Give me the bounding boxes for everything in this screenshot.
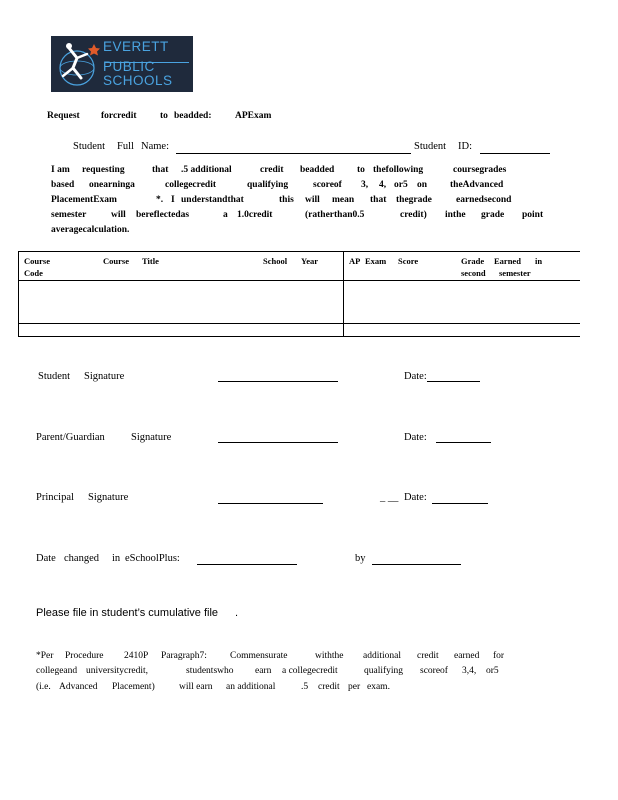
student-name-label-3: Name:	[141, 141, 169, 152]
word: a collegecredit	[282, 666, 338, 676]
word: an additional	[226, 682, 276, 692]
table-row-border	[18, 323, 580, 324]
word: earn	[255, 666, 272, 676]
word: I am	[51, 165, 70, 175]
word: earnedsecond	[456, 195, 512, 205]
header-semester: semester	[499, 268, 531, 278]
date-changed-label-1: Date	[36, 553, 56, 564]
table-row-1-course-info[interactable]	[19, 281, 343, 323]
principal-date-field[interactable]	[432, 503, 488, 504]
student-date-label: Date:	[404, 371, 427, 382]
table-bottom-border	[18, 336, 580, 337]
word: scoreof	[313, 180, 342, 190]
word: 4,	[379, 180, 387, 190]
paragraph-line-5	[51, 225, 571, 237]
student-id-label-1: Student	[414, 141, 447, 152]
logo-text-public: PUBLIC	[103, 59, 155, 74]
word: this	[279, 195, 294, 205]
word: collegeand	[36, 666, 78, 676]
word: qualifying	[247, 180, 289, 190]
logo-text-everett: EVERETT	[103, 39, 169, 54]
student-signature-label-2: Signature	[84, 371, 125, 382]
word: earned	[454, 651, 480, 661]
word: collegecredit	[165, 180, 216, 190]
word: to	[357, 165, 365, 175]
word: requesting	[82, 165, 125, 175]
word: (ratherthan0.5	[305, 210, 365, 220]
header-exam: Exam	[365, 256, 387, 266]
paragraph-line-2	[51, 180, 571, 192]
word: Commensurate	[230, 651, 288, 661]
word: thegrade	[396, 195, 432, 205]
word: *Per	[36, 651, 54, 661]
principal-date-label: Date:	[404, 492, 427, 503]
word: understandthat	[181, 195, 244, 205]
runner-globe-icon	[55, 38, 103, 90]
changed-by-field[interactable]	[372, 564, 461, 565]
parent-date-label: Date:	[404, 432, 427, 443]
student-id-label-2: ID:	[458, 141, 472, 152]
header-score: Score	[398, 256, 419, 266]
student-signature-field[interactable]	[218, 381, 338, 382]
parent-signature-field[interactable]	[218, 442, 338, 443]
header-earned: Earned	[494, 256, 521, 266]
title-word: beadded:	[174, 111, 212, 121]
word: Advanced	[59, 682, 98, 692]
word: 2410P	[124, 651, 149, 661]
word: will	[305, 195, 320, 205]
header-course: Course	[103, 256, 129, 266]
title-word: forcredit	[101, 111, 137, 121]
title-word: to	[160, 111, 168, 121]
header-course-code-2: Code	[24, 268, 43, 278]
word: credit	[260, 165, 284, 175]
word: exam.	[367, 682, 390, 692]
word: 3,4,	[462, 666, 477, 676]
word: semester	[51, 210, 87, 220]
paragraph-line-4	[51, 210, 571, 222]
student-date-field[interactable]	[427, 381, 480, 382]
word: mean	[332, 195, 355, 205]
word: a	[223, 210, 228, 220]
header-title: Title	[142, 256, 159, 266]
word: averagecalculation.	[51, 225, 130, 235]
date-changed-label-4: eSchoolPlus:	[125, 553, 180, 564]
student-id-field[interactable]	[480, 153, 550, 154]
word: 3,	[361, 180, 369, 190]
word: for	[493, 651, 505, 661]
date-changed-label-3: in	[112, 553, 121, 564]
header-second: second	[461, 268, 486, 278]
word: PlacementExam	[51, 195, 117, 205]
footnote-line-3	[36, 682, 516, 694]
header-ap: AP	[349, 256, 361, 266]
table-top-border	[18, 251, 580, 252]
form-title	[47, 111, 277, 123]
word: .5 additional	[181, 165, 232, 175]
word: .5	[301, 682, 309, 692]
word: Placement)	[112, 682, 155, 692]
word: or5	[486, 666, 499, 676]
footnote-line-1	[36, 651, 516, 663]
word: coursegrades	[453, 165, 507, 175]
word: point	[522, 210, 544, 220]
word: or5	[394, 180, 408, 190]
word: on	[417, 180, 428, 190]
principal-signature-label-2: Signature	[88, 492, 129, 503]
file-note-dot: .	[235, 607, 239, 619]
word: bereflectedas	[136, 210, 190, 220]
word: qualifying	[364, 666, 404, 676]
date-changed-label-2: changed	[64, 553, 99, 564]
table-row-1-exam-info[interactable]	[344, 281, 580, 323]
parent-date-field[interactable]	[436, 442, 491, 443]
header-in: in	[535, 256, 543, 266]
student-signature-label-1: Student	[38, 371, 71, 382]
title-word: Request	[47, 111, 80, 121]
word: I	[171, 195, 175, 205]
word: inthe	[445, 210, 466, 220]
file-note: Please file in student’s cumulative file	[36, 607, 219, 619]
principal-dashes: _ __	[380, 492, 399, 503]
word: beadded	[300, 165, 335, 175]
word: theAdvanced	[450, 180, 504, 190]
word: (i.e.	[36, 682, 51, 692]
student-name-field[interactable]	[176, 153, 411, 154]
word: 1.0credit	[237, 210, 273, 220]
word: based	[51, 180, 75, 190]
parent-signature-label-1: Parent/Guardian	[36, 432, 105, 443]
paragraph-line-1	[51, 165, 571, 177]
word: that	[152, 165, 169, 175]
header-grade: Grade	[461, 256, 485, 266]
word: will earn	[179, 682, 213, 692]
word: thefollowing	[373, 165, 424, 175]
principal-signature-label-1: Principal	[36, 492, 74, 503]
word: credit	[318, 682, 340, 692]
word: additional	[363, 651, 401, 661]
parent-signature-label-2: Signature	[131, 432, 172, 443]
principal-signature-field[interactable]	[218, 503, 323, 504]
word: grade	[481, 210, 505, 220]
word: per	[348, 682, 361, 692]
word: universitycredit,	[86, 666, 148, 676]
title-word: APExam	[235, 111, 272, 121]
footnote-line-2	[36, 666, 516, 678]
student-name-label-1: Student	[73, 141, 106, 152]
header-school: School	[263, 256, 288, 266]
logo-text-schools: SCHOOLS	[103, 73, 173, 88]
word: Paragraph7:	[161, 651, 207, 661]
word: onearninga	[89, 180, 135, 190]
word: withthe	[315, 651, 344, 661]
header-year: Year	[301, 256, 318, 266]
student-name-label-2: Full	[117, 141, 134, 152]
word: credit	[417, 651, 439, 661]
everett-public-schools-logo	[51, 36, 193, 92]
word: credit)	[400, 210, 427, 220]
paragraph-line-3	[51, 195, 571, 207]
header-course-code: Course	[24, 256, 50, 266]
changed-by-label: by	[355, 553, 366, 564]
word: *.	[156, 195, 164, 205]
word: that	[370, 195, 387, 205]
word: scoreof	[420, 666, 448, 676]
word: studentswho	[186, 666, 234, 676]
word: Procedure	[65, 651, 104, 661]
word: will	[111, 210, 126, 220]
date-changed-field[interactable]	[197, 564, 297, 565]
